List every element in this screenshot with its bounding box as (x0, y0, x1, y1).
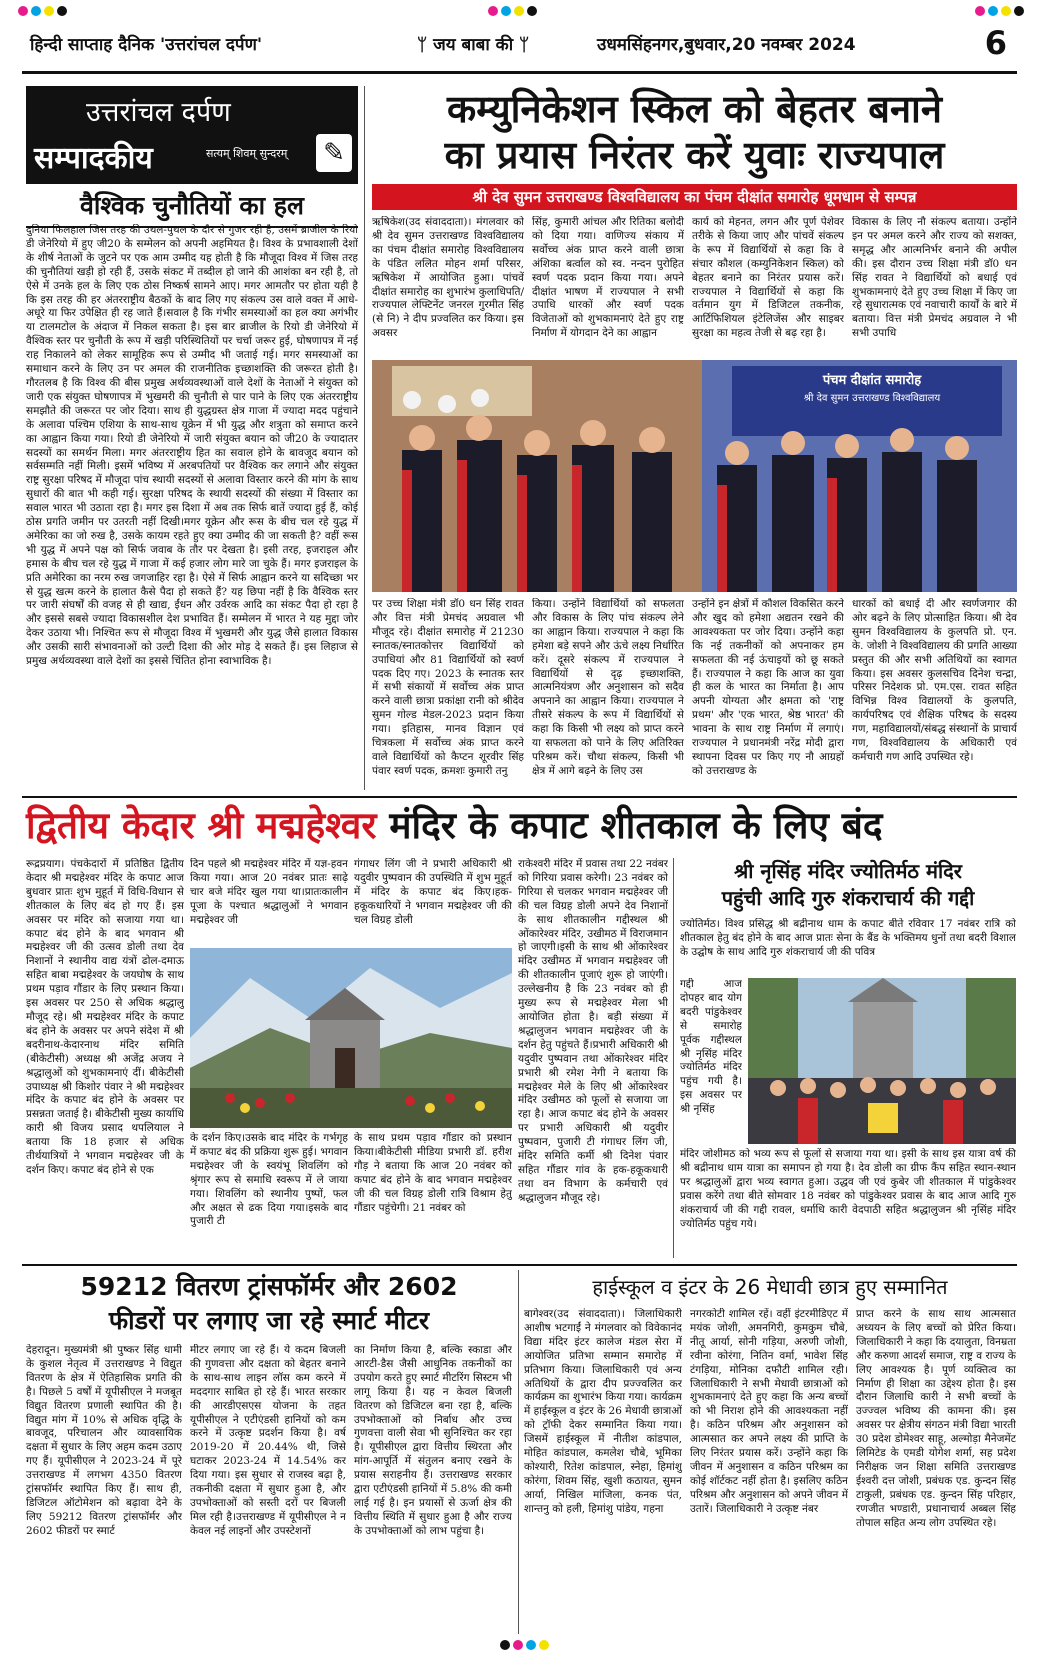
lead-subheadline: श्री देव सुमन उत्तराखण्ड विश्वविद्यालय का पंचम दीक्षांत समारोह धूमधाम से सम्पन्न (372, 184, 1017, 210)
transformer-column-2: मीटर लगाए जा रहे हैं। ये कदम बिजली की गुणवत्ता और दक्षता को बेहतर बनाने के साथ-साथ लाइन लॉस कम करने में मददगार साबित हो रहे हैं। भारत सरकार की आरडीएसएस योजना के तहत यूपीसीएल ने एटीएंडसी हानियों को कम करने में उत्कृष्ट प्रदर्शन किया है। वर्ष 2019-20 में 20.44% थी, जिसे घटाकर 2023-24 में 14.54% कर दिया गया। इस सुधार से राजस्व बढ़ा है, तकनीकी दक्षता में सुधार हुआ है, और उपभोक्ताओं को सस्ती दरों पर बिजली मिल रही है।उत्तराखण्ड में यूपीसीएल ने न केवल नई लाइनों और उपस्टेशनों (190, 1344, 346, 1537)
lead-column-8: धारकों को बधाई दी और स्वर्णजगार की ओर बढ़ने के लिए प्रोत्साहित किया। श्री देव सुमन विश्वविद्यालय के कुलपति प्रो. एन. के. जोशी ने विश्वविद्यालय की प्रगति आख्या प्रस्तुत की और सभी अतिथियों का स्वागत किया। इस अवसर कुलसचिव दिनेश चन्द्रा, परिसर निदेशक प्रो. एम.एस. रावत सहित विभिन्न विश्व विद्यालयों के कुलपति, कार्यपरिषद एवं शैक्षिक परिषद के सदस्य गण, महाविद्यालयों/संबद्ध संस्थानों के प्राचार्य गण, विश्वविद्यालय के अधिकारी एवं कर्मचारी गण आदि उपस्थित रहे। (852, 598, 1017, 763)
madmaheshwar-temple-photo (190, 948, 512, 1128)
lead-column-5: पर उच्च शिक्षा मंत्री डॉ0 धन सिंह रावत और वित्त मंत्री प्रेमचंद अग्रवाल भी मौजूद रहे। दीक्षांत समारोह में 21230 स्नातक/स्नातकोत्तर विद्यार्थियों को उपाधियां और 81 विद्यार्थियों को स्वर्ण पदक दिए गए। 2023 के स्नातक स्तर में सभी संकायों में सर्वोच्च अंक प्राप्त करने वाली छात्रा प्रकांक्षा रानी को श्रीदेव सुमन गोल्ड मेडल-2023 प्रदान किया गया। इतिहास, मानव विज्ञान एवं चित्रकला में सर्वोच्च अंक प्राप्त करने वाले विद्यार्थियों को कैप्टन शूरवीर सिंह पंवार स्वर्ण पदक, क्रमशः कुमारी तनु (372, 598, 524, 777)
section-divider (22, 796, 1017, 798)
transformer-column-1: देहरादून। मुख्यमंत्री श्री पुष्कर सिंह धामी के कुशल नेतृत्व में उत्तराखण्ड ने विद्युत वितरण के क्षेत्र में ऐतिहासिक प्रगति की है। पिछले 5 वर्षों में यूपीसीएल ने मजबूत विद्युत वितरण प्रणाली स्थापित की है। विद्युत मांग में 10% से अधिक वृद्धि के बावजूद, परिचालन और व्यावसायिक दक्षता में सुधार के लिए अहम कदम उठाए गए हैं। यूपीसीएल ने 2023-24 में पूरे उत्तराखण्ड में लगभग 4350 वितरण ट्रांसफॉर्मर स्थापित किए हैं। साथ ही, डिजिटल ऑटोमेशन को बढ़ावा देने के लिए 59212 वितरण ट्रांसफॉर्मर और 2602 फीडरों पर स्मार्ट (26, 1344, 182, 1537)
editorial-body: दुनिया फिलहाल जिस तरह की उथल-पुथल के दौर से गुजर रही है, उसमें ब्राजील के रियो डी जेनेरियो में हुए जी20 के सम्मेलन को अपनी अहमियत है। विश्व के प्रभावशाली देशों के शीर्ष नेताओं के जुटने पर एक आम उम्मीद यह होती है कि मौजूदा विश्व में जिस तरह की चुनौतियां खड़ी हो रही हैं, उसके संकट में तब्दील हो जाने की आशंका बन रही है, तो ऐसे में उनके हल के लिए एक ठोस निष्कर्ष सामने आए। मगर आमतौर पर होता यही है कि इस तरह की हर अंतरराष्ट्रीय बैठकों के बाद लिए गए संकल्प उस वाले वक्त में आधे-अधूरे या फिर उपेक्षित ही रह जाते हैं।सवाल है कि गंभीर समस्याओं का हल क्या अगंभीर या टालमटोल के अंदाज में निकल सकता है। इस बार ब्राजील के रियो डी जेनेरियो में वैश्विक स्तर पर चुनौती के रूप में खड़ी परिस्थितियों पर चर्चा जरूर हुई, घोषणापत्र में नई राह निकालने को लेकर सामूहिक रूप से उम्मीद भी जताई गई। मगर समस्याओं का समाधान करने के लिए उन पर अमल की राजनीतिक इच्छाशक्ति की जरूरत होती है। गौरतलब है कि विश्व की बीस प्रमुख अर्थव्यवस्थाओं वाले देशों के नेताओं ने संयुक्त को जारी एक संयुक्त घोषणापत्र में भुखमरी की चुनौती से पार पाने के लिए एक अंतरराष्ट्रीय समझौते की जरूरत पर जोर दिया। साथ ही युद्धग्रस्त क्षेत्र गाजा में ज्यादा मदद पहुंचाने के अलावा पश्चिम एशिया के साथ-साथ यूक्रेन में भी युद्ध और शत्रुता को समाप्त करने का आह्वान किया गया। रियो डी जेनेरियो में जारी संयुक्त बयान को जी20 के ज्यादातर सदस्यों का समर्थन मिला। मगर अंतरराष्ट्रीय हित का सवाल होने के बावजूद बयान को सर्वसम्मति नहीं मिली। इसमें भविष्य में अरबपतियों पर वैश्विक कर लगाने और संयुक्त राष्ट्र सुरक्षा परिषद में मौजूदा पांच स्थायी सदस्यों से अलावा विस्तार करने की मांग के साथ सुधारों की बात भी कही गई। सुरक्षा परिषद के स्थायी सदस्यों की संख्या में विस्तार का सवाल भारत भी उठाता रहा है। मगर इस दिशा में अब तक सिर्फ बातें ज्यादा हुई हैं, कोई ठोस प्रगति जमीन पर उतरती नहीं दिखी।मगर यूक्रेन और रूस के बीच चल रहे युद्ध में अमेरिका का जो रुख है, उसके कायम रहते हुए क्या उम्मीद की जा सकती है? वहीं रूस भी युद्ध में अपने पक्ष को सिर्फ जवाब के तौर पर देखता है। इसी तरह, इजराइल और हमास के बीच चल रहे युद्ध में गाजा में कई हजार लोग मारे जा चुके हैं। मगर इजराइल के प्रति अमेरिका का नरम रुख जगजाहिर रहा है। ऐसे में सिर्फ आह्वान करने या सदिच्छा भर से युद्ध खत्म करने के हालात कैसे पैदा हो सकते हैं? यह छिपा नहीं है कि वैश्विक स्तर पर जारी संघर्षों की वजह से ही खाद्य, ईंधन और उर्वरक आदि का संकट पैदा हो रहा है और इससे सबसे ज्यादा विकासशील देश प्रभावित हैं। सम्मेलन में भारत ने यह मुद्दा जोर देकर उठाया भी। निश्चित रूप से मौजूदा विश्व में भुखमरी और युद्ध जैसे हालात विकास और उसकी सारी संभावनाओं को उल्टी दिशा की ओर मोड़ दे सकते हैं। इस लिहाज से प्रमुख अर्थव्यवस्था वाले देशों का इससे चिंतित होना स्वाभाविक है। (26, 224, 358, 668)
narsingh-intro: ज्योतिर्मठ। विश्व प्रसिद्ध श्री बद्रीनाथ धाम के कपाट बीते रविवार 17 नवंबर रात्रि को शीतकाल हेतु बंद होने के बाद आज प्रातः सेना के बैंड के भक्तिमय धुनों तथा बदरी विशाल के उद्घोष के साथ आदि गुरु शंकराचार्य जी की पवित्र (680, 918, 1016, 958)
kedar-column-2: दिन पहले श्री मद्महेश्वर मंदिर में यज्ञ-हवन किया गया। आज 20 नवंबर प्रातः साढ़े चार बजे मंदिर खुल गया था।प्रातःकालीन पूजा के पश्चात श्रद्धालुओं ने भगवान मद्महेश्वर जी (190, 858, 348, 926)
lead-headline-line1: कम्युनिकेशन स्किल को बेहतर बनाने (447, 87, 942, 131)
kedar-headline-red: द्वितीय केदार श्री मद्महेश्वर (26, 804, 377, 847)
editorial-label: सम्पादकीय (34, 141, 153, 176)
kedar-headline (26, 800, 1016, 852)
color-registration-dots-right (975, 6, 1024, 16)
masthead (22, 22, 1017, 74)
kedar-headline-black: मंदिर के कपाट शीतकाल के लिए बंद (389, 804, 883, 847)
narsingh-headline-line1: श्री नृसिंह मंदिर ज्योतिर्मठ मंदिर (734, 859, 962, 883)
kedar-column-3: गंगाधर लिंग जी ने प्रभारी अधिकारी श्री यदुवीर पुष्पवान की उपस्थिति में शुभ मुहूर्त में मंदिर के कपाट बंद किए।हक-हकूकधारियों ने भगवान मद्महेश्वर जी की चल विग्रह डोली (354, 858, 512, 926)
narsingh-side-column: गद्दी आज दोपहर बाद योग बदरी पांडुकेश्वर से समारोह पूर्वक गद्दीस्थल श्री नृसिंह मंदिर ज्योतिर्मठ मंदिर पहुंच गयी है। इस अवसर पर श्री नृसिंह (680, 978, 742, 1116)
masthead-paper-name: हिन्दी साप्ताह दैनिक 'उत्तरांचल दर्पण' (30, 35, 263, 55)
column-divider (364, 86, 365, 790)
lead-column-1: ऋषिकेश(उद संवाददाता)। मंगलवार को श्री देव सुमन उत्तराखण्ड विश्वविद्यालय का पंचम दीक्षांत समारोह विश्वविद्यालय के पंडित ललित मोहन शर्मा परिसर, ऋषिकेश में आयोजित हुआ। पांचवें दीक्षांत समारोह का शुभारंभ कुलाधिपति/राज्यपाल लेफ्टिनेंट जनरल गुरमीत सिंह (से नि) ने दीप प्रज्वलित कर किया। इस अवसर (372, 216, 524, 340)
column-divider (673, 858, 674, 1258)
section-divider (22, 1264, 1017, 1266)
color-registration-dots-left (18, 6, 67, 16)
kedar-column-2b: के दर्शन किए।उसके बाद मंदिर के गर्भगृह में कपाट बंद की प्रक्रिया शुरू हुई। भगवान मद्महेश्वर जी के स्वयंभू शिवलिंग को श्रृंगार रूप से समाधि स्वरूप में ले जाया गया। शिवलिंग को स्थानीय पुष्पों, फल और अक्षत से ढक दिया गया।इसके बाद पुजारी टी (190, 1132, 348, 1228)
narsingh-temple-photo (748, 978, 1016, 1144)
lead-headline-line2: का प्रयास निरंतर करें युवाः राज्यपाल (444, 133, 945, 177)
lead-column-6: किया। उन्होंने विद्यार्थियों को सफलता और विकास के लिए पांच संकल्प लेने का आह्वान किया। राज्यपाल ने कहा कि हमेशा बड़े सपने और ऊंचे लक्ष्य निर्धारित करें। दूसरे संकल्प में राज्यपाल ने विद्यार्थियों से दृढ़ इच्छाशक्ति, आत्मनियंत्रण और अनुशासन को सदैव अपनाने का आह्वान किया। राज्यपाल ने तीसरे संकल्प के रूप में विद्यार्थियों से कहा कि किसी भी लक्ष्य को प्राप्त करने या सफलता को पाने के लिए अतिरिक्त परिश्रम करें। चौथा संकल्प, किसी भी क्षेत्र में आगे बढ़ने के लिए उस (532, 598, 684, 777)
lead-column-7: उन्होंने इन क्षेत्रों में कौशल विकसित करने और खुद को हमेशा अद्यतन रखने की आवश्यकता पर जोर दिया। उन्होंने कहा कि नई तकनीकों को अपनाकर हम सफलता की नई ऊंचाइयों को छू सकते हैं। राज्यपाल ने कहा कि आज का युवा ही कल के भारत का निर्माता है। आप अपनी योग्यता और क्षमता को 'राष्ट्र प्रथम' और 'एक भारत, श्रेष्ठ भारत' की भावना के साथ राष्ट्र निर्माण में लगाएं। राज्यपाल ने प्रधानमंत्री नरेंद्र मोदी द्वारा स्थापना दिवस पर किए गए नौ आग्रहों को उत्तराखण्ड के (692, 598, 844, 777)
students-headline: हाईस्कूल व इंटर के 26 मेधावी छात्र हुए सम्मानित (592, 1275, 948, 1299)
pen-icon: ✎ (316, 134, 352, 172)
transformer-column-3: का निर्माण किया है, बल्कि स्काडा और आरटी-डैस जैसी आधुनिक तकनीकों का उपयोग करते हुए स्मार्ट मीटरिंग सिस्टम भी लागू किया है। यह न केवल बिजली वितरण को डिजिटल बना रहा है, बल्कि उपभोक्ताओं को निर्बाध और उच्च गुणवत्ता वाली सेवा भी सुनिश्चित कर रहा है। यूपीसीएल द्वारा वित्तीय स्थिरता और मांग-आपूर्ति में संतुलन बनाए रखने के प्रयास सराहनीय हैं। उत्तराखण्ड सरकार द्वारा एटीएंडसी हानियों में 5.8% की कमी लाई गई है। इन प्रयासों से ऊर्जा क्षेत्र की वित्तीय स्थिति में सुधार हुआ है और राज्य के उपभोक्ताओं को लाभ पहुंचा है। (354, 1344, 512, 1537)
lead-column-2: सिंह, कुमारी आंचल और रितिका बलोदी को दिया गया। वाणिज्य संकाय में सर्वोच्च अंक प्राप्त करने वाली छात्रा अंशिका बर्त्वाल को स्व. नन्दन पुरोहित स्वर्ण पदक प्रदान किया गया। अपने दीक्षांत भाषण में राज्यपाल ने सभी उपाधि धारकों और स्वर्ण पदक विजेताओं को शुभकामनाएं देते हुए राष्ट्र निर्माण में योगदान देने का आह्वान (532, 216, 684, 340)
narsingh-bottom-text: मंदिर जोशीमठ को भव्य रूप से फूलों से सजाया गया था। इसी के साथ इस यात्रा वर्ष की श्री बद्रीनाथ धाम यात्रा का समापन हो गया है। देव डोली का ग्रीफ कैंप सहित स्थान-स्थान पर श्रद्धालुओं द्वारा भव्य स्वागत हुआ। उद्धव जी एवं कुबेर जी शीतकाल में पांडुकेश्वर प्रवास करेंगे तथा बीते सोमवार 18 नवंबर को पांडुकेश्वर प्रवास के बाद आज आदि गुरु शंकराचार्य जी की गद्दी रावल, धर्माधि कारी वेदपाठी सहित श्रद्धालुजन श्री नृसिंह मंदिर ज्योतिर्मठ पहुंच गये। (680, 1148, 1016, 1230)
students-column-3: प्राप्त करने के साथ साथ आत्मसात अध्ययन के लिए बच्चों को प्रेरित किया। जिलाधिकारी ने कहा कि दयालुता, विनम्रता और करुणा आदर्श समाज, राष्ट्र व राज्य के लिए आवश्यक है। पूर्ण व्यक्तित्व का निर्माण ही शिक्षा का उद्देश्य होता है। इस दौरान जिलाधि कारी ने सभी बच्चों के उज्ज्वल भविष्य की कामना की। इस अवसर पर क्षेत्रीय संगठन मंत्री विद्या भारती उ0 प्रदेश डोमेश्वर साहू, अल्मोड़ा मैनेजमेंट लिमिटेड के एमडी योगेश शर्मा, सह प्रदेश निरीक्षक जन शिक्षा समिति उत्तराखण्ड ईश्वरी दत्त जोशी, प्रबंधक एड. कुन्दन सिंह टाकुली, प्रबंधक एड. कुन्दन सिंह परिहार, रणजीत भण्डारी, प्रधानाचार्य अब्बल सिंह तोपाल सहित अन्य लोग उपस्थित रहे। (856, 1308, 1016, 1529)
editorial-headline: वैश्विक चुनौतियों का हल (26, 188, 358, 228)
masthead-date: उधमसिंहनगर,बुधवार,20 नवम्बर 2024 (597, 35, 856, 55)
color-registration-dots-center (488, 6, 537, 16)
convocation-photo (372, 360, 1017, 592)
lead-column-3: कार्य को मेहनत, लगन और पूर्ण पेशेवर तरीके से किया जाए और पांचवें संकल्प के रूप में विद्यार्थियों से कहा कि वे संचार कौशल (कम्युनिकेशन स्किल) को बेहतर बनाने का निरंतर प्रयास करें। राज्यपाल ने विद्यार्थियों से कहा कि वर्तमान युग में डिजिटल तकनीक, आर्टिफिशियल इंटेलिजेंस और साइबर सुरक्षा का महत्व तेजी से बढ़ रहा है। (692, 216, 844, 340)
editorial-paper-title: उत्तरांचल दर्पण (86, 97, 231, 128)
color-registration-dots-bottom (500, 1640, 549, 1650)
transformer-headline-line1: 59212 वितरण ट्रांसफॉर्मर और 2602 (80, 1272, 458, 1301)
editorial-motto: सत्यम् शिवम् सुन्दरम् (206, 147, 288, 160)
kedar-column-4: राकेश्वरी मंदिर में प्रवास तथा 22 नवंबर को गिरिया प्रवास करेगी। 23 नवंबर को गिरिया से चलकर भगवान मद्महेश्वर जी की चल विग्रह डोली अपने देव निशानों के साथ शीतकालीन गद्दीस्थल श्री ओंकारेश्वर मंदिर, उखीमठ में विराजमान हो जाएगी।इसी के साथ श्री ओंकारेश्वर मंदिर उखीमठ में भगवान मद्महेश्वर जी की शीतकालीन पूजाएं शुरू हो जाएंगी।उल्लेखनीय है कि 23 नवंबर को ही मुख्य रूप से मद्महेश्वर मेला भी आयोजित होता है। बड़ी संख्या में श्रद्धालुजन भगवान मद्महेश्वर जी के दर्शन हेतु पहुंचते हैं।प्रभारी अधिकारी श्री यदुवीर पुष्पवान तथा ओंकारेश्वर मंदिर प्रभारी श्री रमेश नेगी ने बताया कि मद्महेश्वर मेले के लिए श्री ओंकारेश्वर मंदिर उखीमठ को फूलों से सजाया जा रहा है। आज कपाट बंद होने के अवसर पर प्रभारी अधिकारी श्री यदुवीर पुष्पवान, पुजारी टी गंगाधर लिंग जी, मंदिर समिति कर्मी श्री दिनेश पंवार सहित गौंडार गांव के हक-हकूकधारी तथा वन विभाग के कर्मचारी एवं श्रद्धालुजन मौजूद रहे। (518, 858, 668, 1204)
kedar-column-3b: के साथ प्रथम पड़ाव गौंडार को प्रस्थान किया।बीकेटीसी मीडिया प्रभारी डॉ. हरीश गौड़ ने बताया कि आज 20 नवंबर को कपाट बंद होने के बाद भगवान मद्महेश्वर जी की चल विग्रह डोली रात्रि विश्राम हेतु गौंडार पहुंचेगी। 21 नवंबर को (354, 1132, 512, 1214)
kedar-column-1: रूद्रप्रयाग। पंचकेदारों में प्रतिष्ठित द्वितीय केदार श्री मद्महेश्वर मंदिर के कपाट आज बुधवार प्रातः शुभ मुहूर्त में विधि-विधान से शीतकाल के लिए बंद हो गए हैं। इस अवसर पर मंदिर को सजाया गया था। कपाट बंद होने के बाद भगवान श्री मद्महेश्वर जी की उत्सव डोली तथा देव निशानों ने स्थानीय वाद्य यंत्रों ढोल-दमाऊ सहित बाबा मद्महेश्वर के जयघोष के साथ प्रथम पड़ाव गौंडार के लिए प्रस्थान किया। इस अवसर पर 250 से अधिक श्रद्धालु मौजूद रहे। श्री मद्महेश्वर मंदिर के कपाट बंद होने के अवसर पर अपने संदेश में श्री बदरीनाथ-केदारनाथ मंदिर समिति (बीकेटीसी) अध्यक्ष श्री अजेंद्र अजय ने श्रद्धालुओं को शुभकामनाएं दीं। बीकेटीसी उपाध्यक्ष श्री किशोर पंवार ने श्री मद्महेश्वर मंदिर के कपाट बंद होने के अवसर पर प्रसन्नता जताई है। बीकेटीसी मुख्य कार्याधि कारी श्री विजय प्रसाद थपलियाल ने बताया कि 18 हजार से अधिक तीर्थयात्रियों ने भगवान मद्महेश्वर जी के दर्शन किए। कपाट बंद होने से एक (26, 858, 184, 1176)
page-number: 6 (984, 24, 1007, 62)
students-column-2: नगरकोटी शामिल रहें। वहीं इंटरमीडिएट में मयंक जोशी, अमनगिरी, कुमकुम चौबे, नीतू आर्या, सोनी गड़िया, अरुणी जोशी, रवीना कोरंगा, नितिन वर्मा, भावेश सिंह टंगड़िया, मोनिका दफौटी शामिल रही।जिलाधिकारी ने सभी मेधावी छात्राओं को शुभकामनाएं देते हुए कहा कि अन्य बच्चों को भी निराश होने की आवश्यकता नहीं है। कठिन परिश्रम और अनुशासन को आत्मसात कर अपने लक्ष्य की प्राप्ति के लिए निरंतर प्रयास करें। उन्होंने कहा कि जीवन में अनुशासन व कठिन परिश्रम का कोई शॉर्टकट नहीं होता है। इसलिए कठिन परिश्रम और अनुशासन को अपने जीवन में उतारें। जिलाधिकारी ने उत्कृष्ट नंबर (690, 1308, 848, 1515)
editorial-banner (26, 86, 358, 184)
column-divider (518, 1270, 519, 1634)
banner-subtitle: श्री देव सुमन उत्तराखण्ड विश्वविद्यालय (803, 393, 941, 404)
transformer-headline-line2: फीडरों पर लगाए जा रहे स्मार्ट मीटर (108, 1306, 430, 1335)
banner-title: पंचम दीक्षांत समारोह (822, 373, 922, 388)
lead-column-4: विकास के लिए नौ संकल्प बताया। उन्होंने इन पर अमल करने और राज्य को सशक्त, समृद्ध और आत्मनिर्भर बनाने की अपील की। इस दौरान उच्च शिक्षा मंत्री डॉ0 धन सिंह रावत ने विद्यार्थियों को बधाई एवं शुभकामनाएं देते हुए उच्च शिक्षा में किए जा रहे सुधारात्मक एवं नवाचारी कार्यों के बारे में बताया। वित्त मंत्री प्रेमचंद अग्रवाल ने भी सभी उपाधि (852, 216, 1017, 340)
narsingh-headline-line2: पहुंची आदि गुरु शंकराचार्य की गद्दी (721, 886, 975, 910)
students-column-1: बागेश्वर(उद संवाददाता)। जिलाधिकारी आशीष भटगाईं ने मंगलवार को विवेकानंद विद्या मंदिर इंटर कालेज मंडल सेरा में आयोजित प्रतिभा सम्मान समारोह में प्रतिभाग किया। जिलाधिकारी एवं अन्य अतिथियों के द्वारा दीप प्रज्ज्वलित कर कार्यक्रम का शुभारंभ किया गया। कार्यक्रम में हाईस्कूल व इंटर के 26 मेधावी छात्राओं को ट्रॉफी देकर सम्मानित किया गया। जिसमें हाईस्कूल में नीतीश कांडपाल, मोहित कांडपाल, कमलेश चौबे, भूमिका कोश्यारी, रितेश कांडपाल, स्नेहा, हिमांशु कोरंगा, शिवम सिंह, खुशी कठायत, सुमन आर्या, निखिल मांजिला, कनक पंत, शान्तनु को हली, हिमांशु पांडेय, गहना (524, 1308, 682, 1515)
masthead-slogan: ᛘ जय बाबा की ᛘ (417, 35, 530, 55)
